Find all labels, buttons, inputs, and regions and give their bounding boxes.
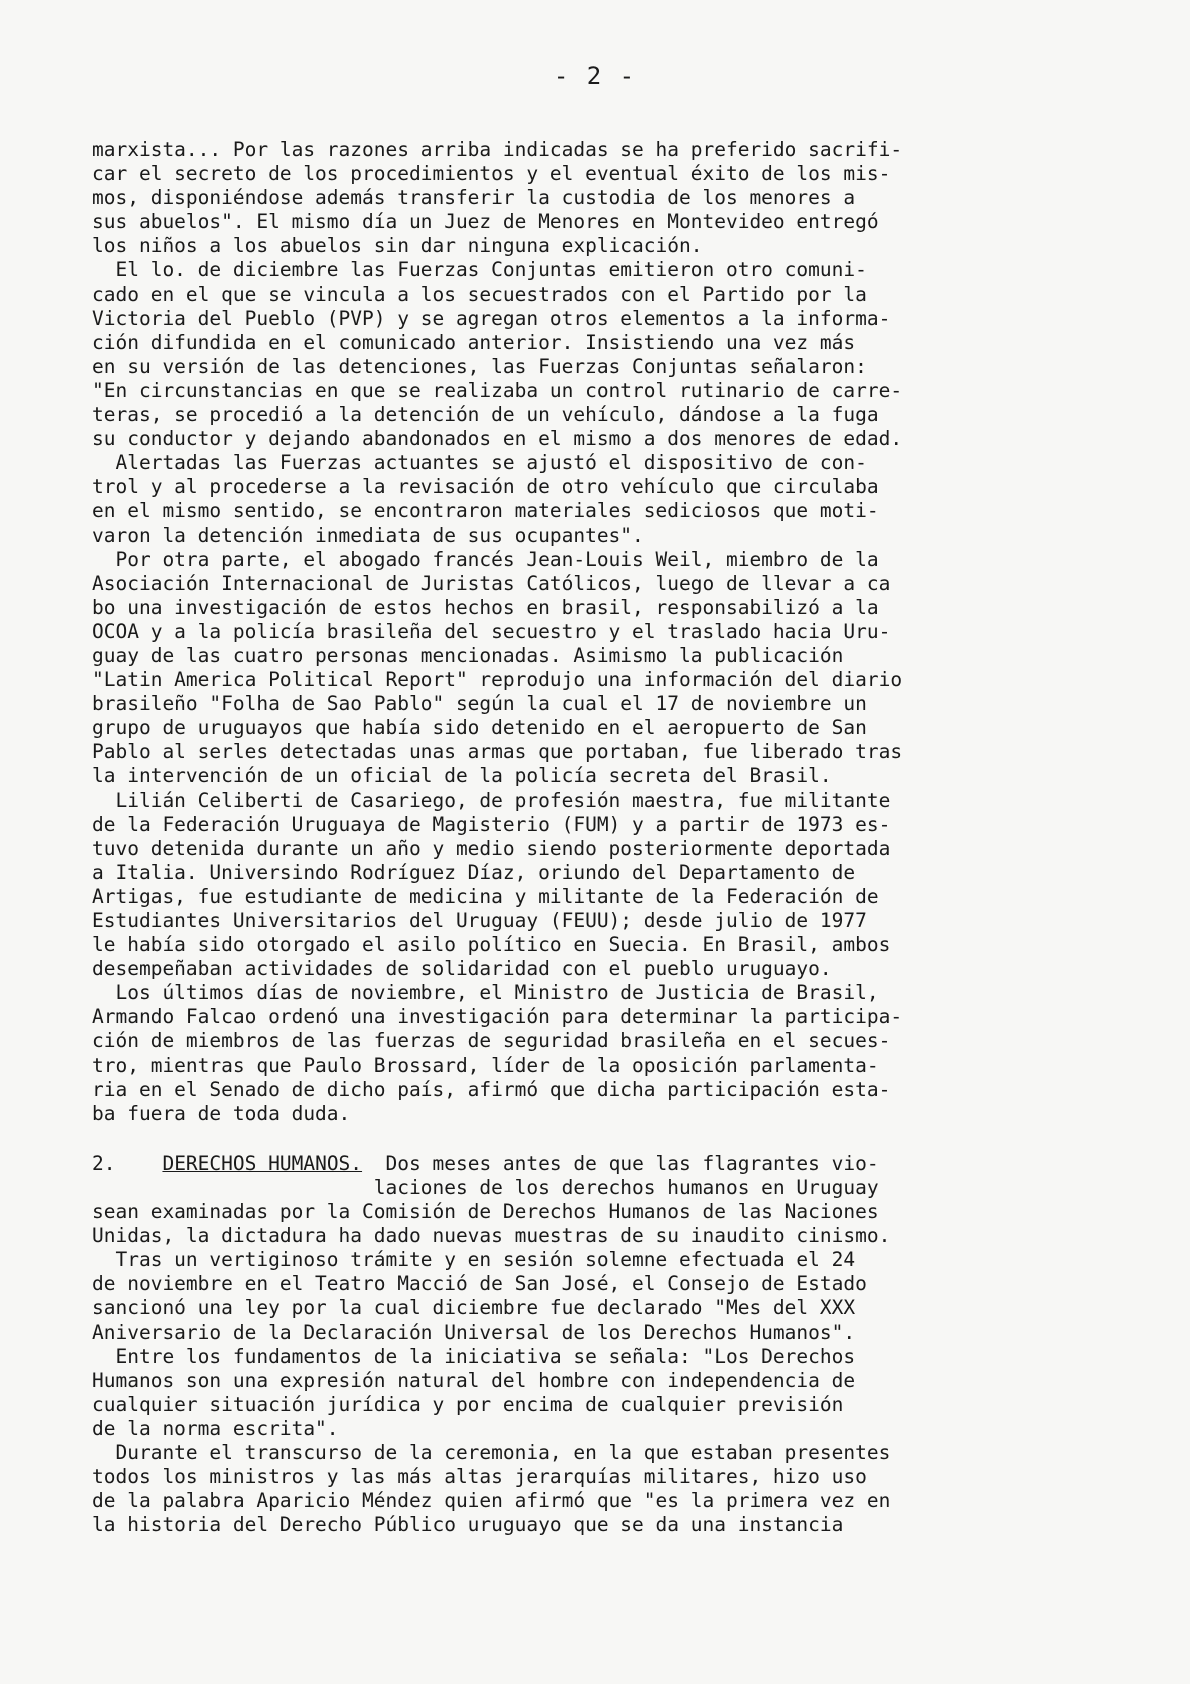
text-line: Victoria del Pueblo (PVP) y se agregan otros elementos a la informa-	[92, 306, 891, 330]
text-line: brasileño "Folha de Sao Pablo" según la cual el 17 de noviembre un	[92, 692, 867, 716]
text-line: ba fuera de toda duda.	[92, 1101, 351, 1125]
section-heading-rest: Dos meses antes de que las flagrantes vio-	[362, 1151, 879, 1175]
text-line: trol y al procederse a la revisación de otro vehículo que circulaba	[92, 475, 879, 499]
text-line: Por otra parte, el abogado francés Jean-Louis Weil, miembro de la	[92, 547, 879, 571]
paragraph-block-1	[92, 138, 1122, 1126]
section-number: 2.	[92, 1151, 116, 1175]
text-line: car el secreto de los procedimientos y el eventual éxito de los mis-	[92, 162, 891, 186]
text-line: Entre los fundamentos de la iniciativa se señala: "Los Derechos	[92, 1344, 856, 1368]
text-line: a Italia. Universindo Rodríguez Díaz, oriundo del Departamento de	[92, 860, 856, 884]
text-line: ria en el Senado de dicho país, afirmó que dicha participación esta-	[92, 1077, 891, 1101]
text-line: la intervención de un oficial de la policía secreta del Brasil.	[92, 764, 832, 788]
text-line: desempeñaban actividades de solidaridad con el pueblo uruguayo.	[92, 957, 832, 981]
text-line: tuvo detenida durante un año y medio siendo posteriormente deportada	[92, 836, 891, 860]
text-line: de la norma escrita".	[92, 1416, 339, 1440]
text-line: varon la detención inmediata de sus ocupantes".	[92, 523, 644, 547]
text-line: de la Federación Uruguaya de Magisterio (FUM) y a partir de 1973 es-	[92, 812, 891, 836]
text-line: El lo. de diciembre las Fuerzas Conjuntas emitieron otro comuni-	[92, 258, 867, 282]
section-heading	[92, 1152, 1122, 1176]
text-line: de noviembre en el Teatro Macció de San José, el Consejo de Estado	[92, 1272, 867, 1296]
text-line: los niños a los abuelos sin dar ninguna explicación.	[92, 234, 703, 258]
text-line: Durante el transcurso de la ceremonia, en la que estaban presentes	[92, 1440, 891, 1464]
text-line: en el mismo sentido, se encontraron materiales sediciosos que moti-	[92, 499, 879, 523]
text-line: laciones de los derechos humanos en Uruguay	[92, 1175, 879, 1199]
text-line: en su versión de las detenciones, las Fuerzas Conjuntas señalaron:	[92, 354, 867, 378]
text-line: guay de las cuatro personas mencionadas. Asimismo la publicación	[92, 643, 844, 667]
paragraph-block-2	[92, 1176, 1122, 1537]
text-line: ción difundida en el comunicado anterior. Insistiendo una vez más	[92, 330, 856, 354]
document-body	[92, 138, 1122, 1537]
text-line: Alertadas las Fuerzas actuantes se ajustó el dispositivo de con-	[92, 451, 867, 475]
text-line: mos, disponiéndose además transferir la custodia de los menores a	[92, 186, 856, 210]
text-line: teras, se procedió a la detención de un vehículo, dándose a la fuga	[92, 403, 879, 427]
text-line: Humanos son una expresión natural del hombre con independencia de	[92, 1368, 856, 1392]
text-line: cualquier situación jurídica y por encima de cualquier previsión	[92, 1392, 844, 1416]
text-line: Aniversario de la Declaración Universal de los Derechos Humanos".	[92, 1320, 856, 1344]
text-line: le había sido otorgado el asilo político en Suecia. En Brasil, ambos	[92, 933, 891, 957]
text-line: "Latin America Political Report" reprodujo una información del diario	[92, 668, 903, 692]
section-title: DERECHOS HUMANOS.	[162, 1151, 363, 1175]
text-line: sancionó una ley por la cual diciembre fue declarado "Mes del XXX	[92, 1296, 856, 1320]
text-line: OCOA y a la policía brasileña del secuestro y el traslado hacia Uru-	[92, 619, 891, 643]
section-gap	[92, 1126, 1122, 1152]
text-line: Estudiantes Universitarios del Uruguay (FEUU); desde julio de 1977	[92, 909, 867, 932]
text-line: bo una investigación de estos hechos en brasil, responsabilizó a la	[92, 595, 879, 619]
text-line: ción de miembros de las fuerzas de seguridad brasileña en el secues-	[92, 1029, 891, 1053]
text-line: Pablo al serles detectadas unas armas que portaban, fue liberado tras	[92, 740, 903, 764]
text-line: Armando Falcao ordenó una investigación para determinar la participa-	[92, 1005, 903, 1029]
text-line: marxista... Por las razones arriba indicadas se ha preferido sacrifi-	[92, 138, 903, 161]
text-line: Lilián Celiberti de Casariego, de profesión maestra, fue militante	[92, 788, 891, 812]
page-number: - 2 -	[553, 62, 637, 90]
text-line: tro, mientras que Paulo Brossard, líder de la oposición parlamenta-	[92, 1053, 879, 1077]
text-line: la historia del Derecho Público uruguayo que se da una instancia	[92, 1513, 844, 1537]
text-line: sean examinadas por la Comisión de Derechos Humanos de las Naciones	[92, 1200, 879, 1224]
text-line: cado en el que se vincula a los secuestrados con el Partido por la	[92, 282, 867, 306]
text-line: grupo de uruguayos que había sido detenido en el aeropuerto de San	[92, 716, 867, 740]
text-line: Asociación Internacional de Juristas Católicos, luego de llevar a ca	[92, 571, 891, 595]
text-line: Tras un vertiginoso trámite y en sesión solemne efectuada el 24	[92, 1248, 856, 1272]
text-line: Artigas, fue estudiante de medicina y militante de la Federación de	[92, 884, 879, 908]
text-line: de la palabra Aparicio Méndez quien afirmó que "es la primera vez en	[92, 1489, 891, 1513]
text-line: Los últimos días de noviembre, el Ministro de Justicia de Brasil,	[92, 981, 879, 1005]
text-line: "En circunstancias en que se realizaba un control rutinario de carre-	[92, 378, 903, 402]
text-line: su conductor y dejando abandonados en el mismo a dos menores de edad.	[92, 427, 903, 451]
text-line: todos los ministros y las más altas jerarquías militares, hizo uso	[92, 1465, 867, 1489]
text-line: Unidas, la dictadura ha dado nuevas muestras de su inaudito cinismo.	[92, 1224, 891, 1248]
text-line: sus abuelos". El mismo día un Juez de Menores en Montevideo entregó	[92, 210, 879, 234]
